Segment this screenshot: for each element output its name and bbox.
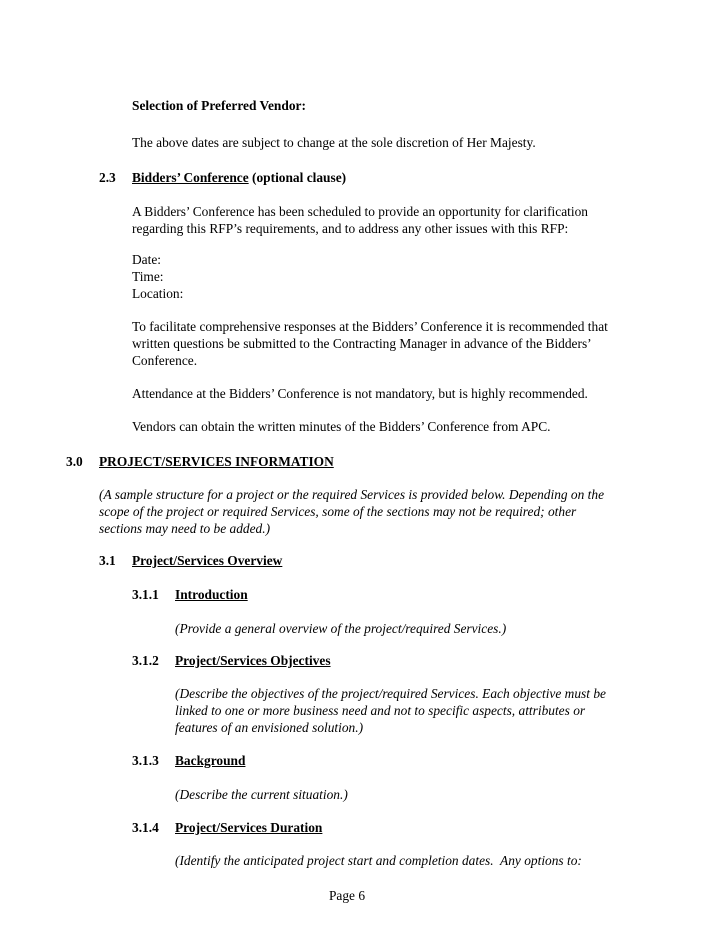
section-title-suffix: (optional clause) bbox=[248, 170, 347, 185]
time-label: Time: bbox=[132, 269, 164, 284]
paragraph-line: regarding this RFP’s requirements, and to address any other issues with this RFP: bbox=[132, 221, 569, 236]
paragraph: Vendors can obtain the written minutes of the Bidders’ Conference from APC. bbox=[132, 419, 551, 434]
note-line: (A sample structure for a project or the required Services is provided below. Depending on the bbox=[99, 487, 605, 502]
note-line: linked to one or more business need and not to specific aspects, attributes or bbox=[175, 703, 586, 718]
dates-note: The above dates are subject to change at the sole discretion of Her Majesty. bbox=[132, 135, 536, 150]
paragraph-line: A Bidders’ Conference has been scheduled to provide an opportunity for clarification bbox=[132, 204, 588, 219]
section-note: (Identify the anticipated project start and completion dates. Any options to: bbox=[175, 853, 582, 868]
section-2-3-heading bbox=[99, 169, 346, 186]
section-3-1-2-heading bbox=[132, 652, 331, 669]
note-line: scope of the project or required Services, some of the sections may not be required; other bbox=[99, 504, 577, 519]
paragraph-line: Conference. bbox=[132, 353, 198, 368]
selection-heading: Selection of Preferred Vendor: bbox=[132, 98, 306, 113]
location-label: Location: bbox=[132, 286, 184, 301]
section-note: (Provide a general overview of the project/required Services.) bbox=[175, 621, 507, 636]
section-title: Background bbox=[175, 753, 246, 768]
section-title: Introduction bbox=[175, 587, 248, 602]
section-3-1-4-heading bbox=[132, 819, 322, 836]
section-number: 3.1 bbox=[99, 553, 116, 568]
section-title: Project/Services Duration bbox=[175, 820, 323, 835]
section-note bbox=[175, 685, 606, 736]
note-line: sections may need to be added.) bbox=[99, 521, 271, 536]
section-title: PROJECT/SERVICES INFORMATION bbox=[99, 454, 334, 469]
section-3-1-1-heading bbox=[132, 586, 248, 603]
note-line: features of an envisioned solution.) bbox=[175, 720, 364, 735]
section-number: 3.1.3 bbox=[132, 753, 159, 768]
section-3-1-heading bbox=[99, 552, 282, 569]
paragraph bbox=[132, 318, 608, 369]
paragraph: Attendance at the Bidders’ Conference is not mandatory, but is highly recommended. bbox=[132, 386, 588, 401]
date-label: Date: bbox=[132, 252, 161, 267]
section-3-0-heading bbox=[66, 453, 334, 470]
section-title: Project/Services Objectives bbox=[175, 653, 331, 668]
section-number: 3.1.1 bbox=[132, 587, 159, 602]
note-line: (Describe the objectives of the project/required Services. Each objective must be bbox=[175, 686, 606, 701]
section-note: (Describe the current situation.) bbox=[175, 787, 348, 802]
page-number: Page 6 bbox=[328, 888, 366, 903]
section-number: 3.1.2 bbox=[132, 653, 159, 668]
conference-fields bbox=[132, 251, 183, 302]
section-title: Project/Services Overview bbox=[132, 553, 283, 568]
section-note bbox=[99, 486, 604, 537]
section-title: Bidders’ Conference bbox=[132, 170, 249, 185]
section-number: 3.0 bbox=[66, 454, 83, 469]
section-3-1-3-heading bbox=[132, 752, 245, 769]
paragraph-line: written questions be submitted to the Contracting Manager in advance of the Bidders’ bbox=[132, 336, 592, 351]
section-number: 3.1.4 bbox=[132, 820, 159, 835]
paragraph bbox=[132, 203, 588, 237]
section-number: 2.3 bbox=[99, 170, 116, 185]
paragraph-line: To facilitate comprehensive responses at the Bidders’ Conference it is recommended that bbox=[132, 319, 608, 334]
